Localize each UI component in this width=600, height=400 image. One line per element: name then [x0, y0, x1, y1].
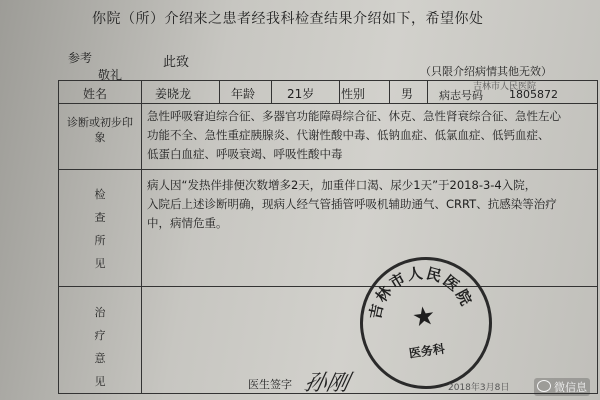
hospital-name-faint: 吉林市人民医院 — [473, 82, 537, 92]
closing-salute: 敬礼 — [98, 68, 123, 82]
treatment-label: 治疗意见 — [94, 306, 106, 388]
diagnosis-label: 诊断或初步印象 — [67, 116, 133, 144]
exam-line: 中，病情危重。 — [147, 216, 228, 230]
cell-divider — [427, 81, 428, 103]
patient-age: 21岁 — [287, 87, 315, 101]
row-divider — [59, 286, 597, 287]
row-divider — [59, 103, 597, 104]
cell-divider — [271, 81, 272, 103]
exam-line: 入院后上述诊断明确，现病人经气管插管呼吸机辅助通气、CRRT、抗感染等治疗 — [147, 197, 557, 211]
exam-line: 病人因“发热伴排便次数增多2天，加重伴口渴、尿少1天”于2018-3-4入院， — [147, 178, 537, 192]
patient-name: 姜晓龙 — [155, 87, 192, 101]
closing-ci: 此致 — [163, 55, 190, 70]
seal-department: 医务科 — [408, 341, 446, 361]
validity-notice: （只限介绍病情其他无效） — [420, 65, 552, 78]
label-column-divider — [141, 81, 142, 393]
intro-text: 你院（所）介绍来之患者经我科检查结果介绍如下，希望你处 — [92, 11, 484, 27]
seal-star-icon: ★ — [410, 300, 438, 334]
diagnosis-line: 急性呼吸窘迫综合征、多器官功能障碍综合征、休克、急性肾衰综合征、急性左心 — [147, 109, 561, 123]
cell-divider — [219, 81, 220, 103]
wechat-watermark — [534, 378, 590, 396]
record-id-label: 病志号码 — [439, 89, 483, 102]
watermark-text: 微信息 — [554, 381, 587, 394]
cell-divider — [339, 81, 340, 103]
record-id: 1805872 — [509, 88, 558, 101]
doctor-signature: 孙刚 — [301, 371, 352, 396]
referral-table — [58, 80, 598, 394]
exam-label: 检查所见 — [94, 188, 106, 270]
seal-text: 吉林市人民医院 — [366, 263, 477, 321]
patient-sex: 男 — [401, 87, 414, 101]
reference-label: 参考 — [68, 51, 93, 65]
diagnosis-line: 功能不全、急性重症胰腺炎、代谢性酸中毒、低钠血症、低氯血症、低钙血症、 — [147, 128, 550, 142]
row-divider — [59, 169, 597, 170]
name-label: 姓名 — [83, 87, 108, 101]
doctor-signature-label: 医生签字 — [248, 378, 292, 391]
issue-date: 2018年3月8日 — [448, 383, 510, 393]
sex-label: 性别 — [341, 87, 366, 101]
diagnosis-line: 低蛋白血症、呼吸衰竭、呼吸性酸中毒 — [147, 147, 343, 161]
age-label: 年龄 — [231, 87, 256, 101]
cell-divider — [389, 81, 390, 103]
wechat-icon — [537, 380, 551, 392]
